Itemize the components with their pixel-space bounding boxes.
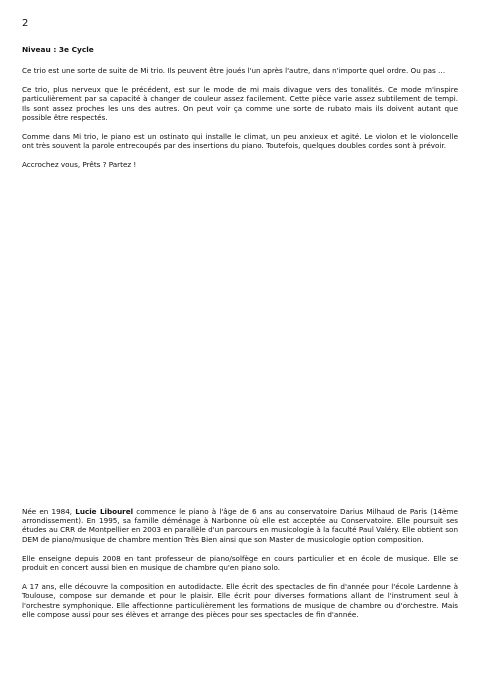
biography-paragraph-3: A 17 ans, elle découvre la composition en autodidacte. Elle écrit des spectacles de fin d'année pour l'école Lardenne à Toulouse, compose sur demande et pour le plaisir. Elle écrit pour diverses formations allant de l'instrument seul à l'orchestre symphonique. Elle affectionne particulièrement les formations de musique de chambre ou d'orchestre. Mais elle compose aussi pour ses élèves et arrange des pièces pour ses spectacles de fin d'année. [22,582,458,619]
description-paragraph-1: Ce trio est une sorte de suite de Mi trio. Ils peuvent être joués l'un après l'autre, dans n'importe quel ordre. Ou pas … [22,66,446,75]
description-section [22,45,458,180]
biography-main-text: commence le piano à l'âge de 6 ans au conservatoire Darius Milhaud de Paris (14ème arrondissement). En 1995, sa famille déménage à Narbonne où elle est acceptée au Conservatoire. Elle poursuit ses études au CRR de Montpellier en 2003 en parallèle d'un parcours en musicologie à la faculté Paul Valéry. Elle obtient son DEM de piano/musique de chambre mention Très Bien ainsi que son Master de musicologie option composition. [22,507,458,544]
biography-intro-text: Née en 1984, [22,507,76,516]
composer-name: Lucie Libourel [75,507,134,516]
biography-paragraph-1 [22,507,458,544]
biography-paragraph-2: Elle enseigne depuis 2008 en tant professeur de piano/solfège en cours particulier et en école de musique. Elle se produit en concert aussi bien en musique de chambre qu'en piano solo. [22,553,458,573]
description-paragraph-2: Ce trio, plus nerveux que le précédent, est sur le mode de mi mais divague vers des tonalités. Ce mode m'inspire particulièrement par sa capacité à changer de couleur assez facilement. Cette pièce varie assez subtilement de tempi. Ils sont assez proches les uns des autres. On peut voir ça comme une sorte de rubato mais ils doivent autant que possible être respectés. [22,85,458,122]
composer-biography [22,507,458,629]
description-paragraph-4: Accrochez vous, Prêts ? Partez ! [22,160,137,170]
level-title: Niveau : 3e Cycle [22,45,94,54]
page-number: 2 [22,18,29,29]
description-paragraph-3: Comme dans Mi trio, le piano est un ostinato qui installe le climat, un peu anxieux et agité. Le violon et le violoncelle ont très souvent la parole entrecoupés par des insertions du piano. Toutefois, quelques doubles cordes sont à prévoir. [22,132,458,151]
